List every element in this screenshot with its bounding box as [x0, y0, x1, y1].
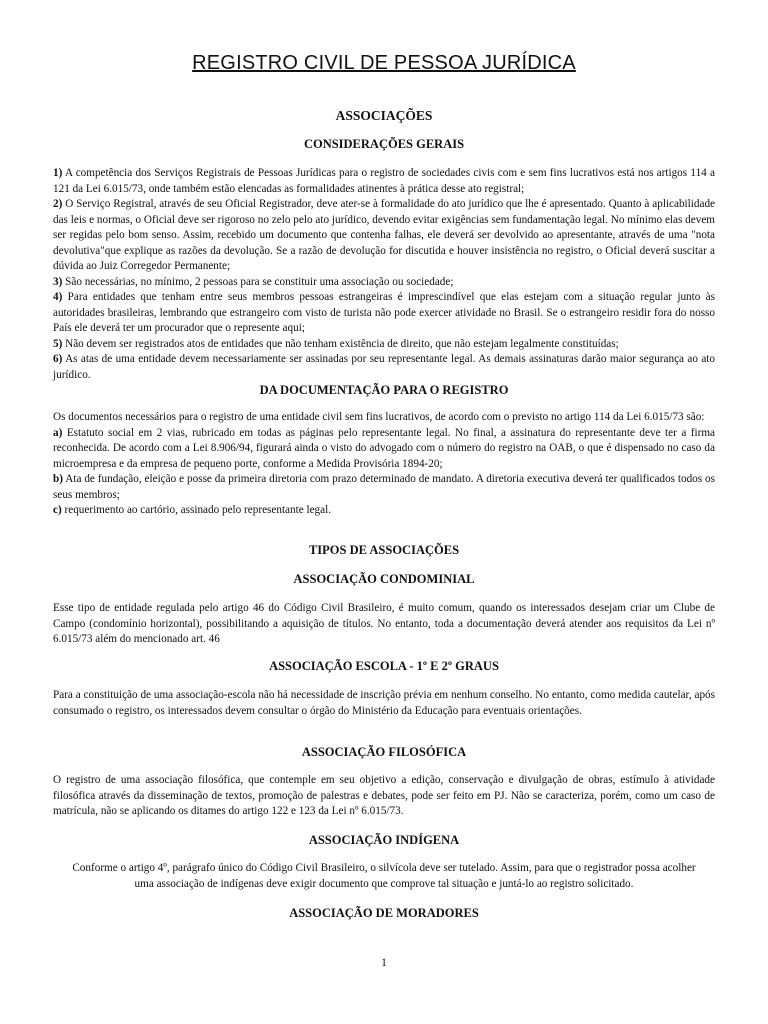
- condominial-paragraph: Esse tipo de entidade regulada pelo artigo 46 do Código Civil Brasileiro, é muito comum, quando os interessados desejam criar um Clube de Campo (condomínio horizontal), possibilitando a aquisição de títulos. No entanto, toda a documentação deverá atender aos requisitos da Lei nº 6.015/73 além do mencionado art. 46: [53, 602, 715, 645]
- escola-paragraph: Para a constituição de uma associação-escola não há necessidade de inscrição prévia em nenhum conselho. No entanto, como medida cautelar, após consumado o registro, os interessados devem consultar o órgão do Ministério da Educação para eventuais orientações.: [53, 689, 715, 717]
- filosofica-paragraph: O registro de uma associação filosófica, que contemple em seu objetivo a edição, conservação e divulgação de obras, estímulo à atividade filosófica através da disseminação de textos, promoção de palestras e debates, pode ser feito em PJ. Não se caracteriza, porém, como um caso de matrícula, não se aplicando os ditames do artigo 122 e 123 da Lei nº 6.015/73.: [53, 774, 715, 817]
- heading-associacao-escola: ASSOCIAÇÃO ESCOLA - 1º E 2º GRAUS: [269, 659, 499, 673]
- heading-associacao-condominial: ASSOCIAÇÃO CONDOMINIAL: [293, 572, 475, 586]
- list-item: c) requerimento ao cartório, assinado pelo representante legal.: [53, 504, 332, 516]
- list-item: 3) São necessárias, no mínimo, 2 pessoas para se constituir uma associação ou sociedade;: [53, 275, 454, 288]
- documentacao-body: [53, 410, 715, 519]
- indigena-paragraph: Conforme o artigo 4º, parágrafo único do Código Civil Brasileiro, o silvícola deve ser tutelado. Assim, para que o registrador possa acolher uma associação de indígenas deve exigir documento que comprove tal situação e juntá-lo ao registro solicitado.: [72, 862, 696, 890]
- heading-documentacao: DA DOCUMENTAÇÃO PARA O REGISTRO: [259, 383, 509, 397]
- heading-consideracoes-gerais: CONSIDERAÇÕES GERAIS: [303, 137, 465, 151]
- list-item: 2) O Serviço Registral, através de seu Oficial Registrador, deve ater-se à formalidade do ato jurídico que lhe é apresentado. Quanto à aplicabilidade das leis e normas, o Oficial deve ser rigoroso no zelo pelo ato jurídico, devendo evitar exigências sem fundamentação legal. No mínimo elas devem ser regidas pelo bom senso. Assim, recebido um documento que contenha falhas, ele deverá ser devolvido ao apresentante, através de uma "nota devolutiva"que explique as razões da devolução. Se a razão de devolução for discutida e houver insistência no registro, o Oficial deverá suscitar a dúvida ao Juiz Corregedor Permanente;: [53, 198, 715, 272]
- heading-associacao-filosofica: ASSOCIAÇÃO FILOSÓFICA: [301, 745, 467, 759]
- page-number: 1: [381, 957, 387, 969]
- heading-associacao-moradores: ASSOCIAÇÃO DE MORADORES: [289, 906, 479, 920]
- list-item: 1) A competência dos Serviços Registrais de Pessoas Jurídicas para o registro de sociedades civis com e sem fins lucrativos está nos artigos 114 a 121 da Lei 6.015/73, onde também estão elencadas as formalidades atinentes à prática desse ato registral;: [53, 167, 715, 195]
- heading-tipos-associacoes: TIPOS DE ASSOCIAÇÕES: [308, 543, 460, 557]
- list-item: 5) Não devem ser registrados atos de entidades que não tenham existência de direito, que não estejam legalmente constituídas;: [53, 337, 619, 350]
- document-title: REGISTRO CIVIL DE PESSOA JURÍDICA: [192, 52, 576, 74]
- documentacao-intro: Os documentos necessários para o registro de uma entidade civil sem fins lucrativos, de acordo com o previsto no artigo 114 da Lei 6.015/73 são:: [53, 411, 705, 423]
- list-item: 6) As atas de uma entidade devem necessariamente ser assinadas por seu representante legal. As demais assinaturas darão maior segurança ao ato jurídico.: [53, 353, 715, 381]
- heading-associacao-indigena: ASSOCIAÇÃO INDÍGENA: [308, 833, 460, 847]
- list-item: 4) Para entidades que tenham entre seus membros pessoas estrangeiras é imprescindível que elas estejam com a situação regular junto às autoridades brasileiras, lembrando que estrangeiro com visto de turista não pode exercer atividade no Brasil. Se o estrangeiro residir fora do nosso País ele deverá ter um procurador que o represente aqui;: [53, 291, 715, 334]
- list-item: a) Estatuto social em 2 vias, rubricado em todas as páginas pelo representante legal. No final, a assinatura do representante deve ter a firma reconhecida. De acordo com a Lei 8.906/94, figurará ainda o visto do advogado com o número do registro na OAB, o que é dispensado no caso da microempresa e da empresa de pequeno porte, conforme a Medida Provisória 1894-20;: [53, 426, 715, 470]
- consideracoes-list: [53, 166, 715, 383]
- section-heading-associacoes: ASSOCIAÇÕES: [335, 108, 433, 123]
- list-item: b) Ata de fundação, eleição e posse da primeira diretoria com prazo determinado de mandato. A diretoria executiva deverá ter qualificados todos os seus membros;: [53, 473, 715, 501]
